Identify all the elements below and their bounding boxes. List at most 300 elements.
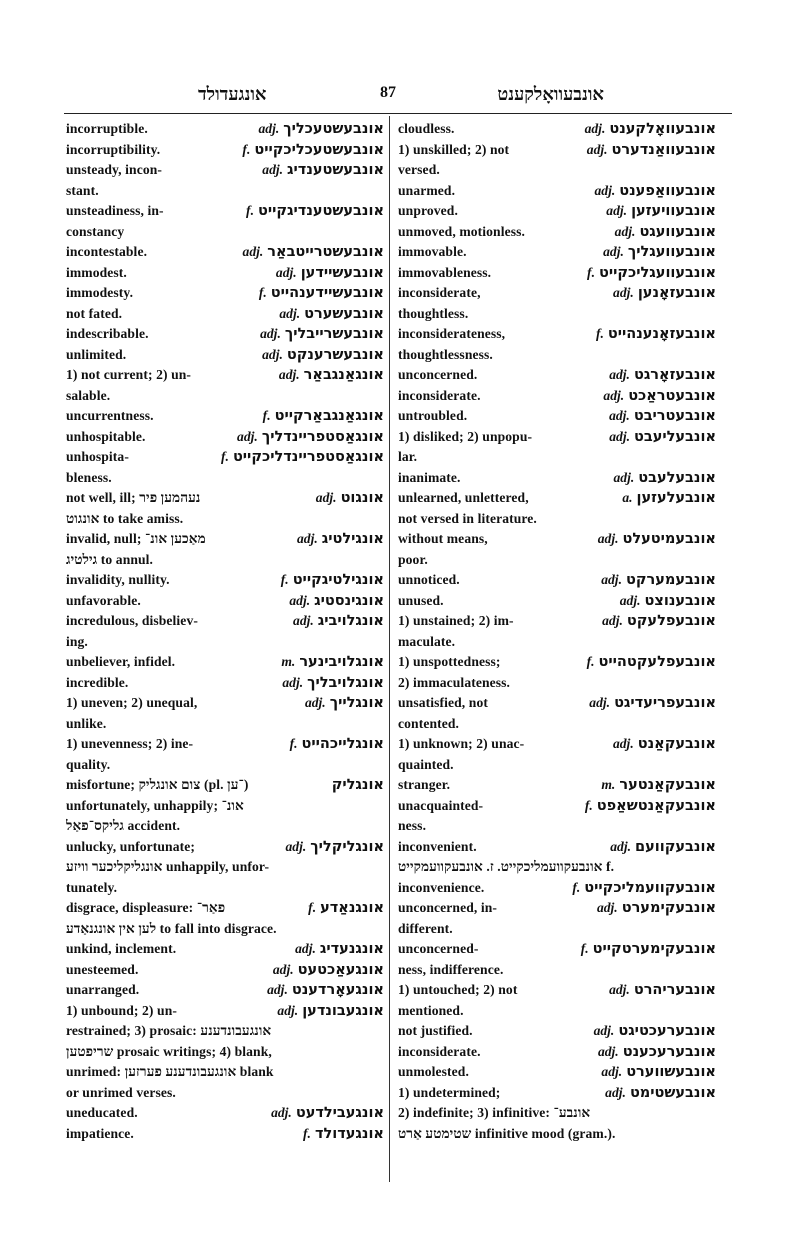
english-gloss: 1) disliked; 2) unpopu- xyxy=(398,428,533,444)
entry-rhs xyxy=(376,919,384,940)
yiddish-headword: אונבעוועגליכקייט xyxy=(598,264,716,281)
english-gloss: שריפטען prosaic writings; 4) blank, xyxy=(66,1043,272,1059)
english-gloss: stranger. xyxy=(398,777,451,792)
english-gloss: incredible. xyxy=(66,674,129,690)
entry-lhs xyxy=(66,1124,299,1145)
entry-lhs xyxy=(398,201,602,222)
header-guide-word-left: אונגעדולד xyxy=(198,84,267,104)
entry-lhs xyxy=(66,1001,273,1022)
entry-lhs xyxy=(398,939,577,960)
dictionary-line xyxy=(398,693,716,714)
right-column xyxy=(398,119,716,1144)
entry-rhs xyxy=(593,898,716,919)
entry-lhs xyxy=(398,591,616,612)
dictionary-line xyxy=(66,263,384,284)
dictionary-line xyxy=(66,878,384,899)
entry-rhs xyxy=(376,714,384,735)
part-of-speech: adj. xyxy=(613,469,635,485)
running-header xyxy=(198,84,604,110)
entry-lhs xyxy=(66,611,289,632)
dictionary-line xyxy=(66,283,384,304)
dictionary-line xyxy=(398,980,716,1001)
yiddish-headword: אונבעקוועמליכקייט xyxy=(584,879,716,896)
entry-lhs xyxy=(398,796,581,817)
english-gloss: immodest. xyxy=(66,264,127,280)
yiddish-headword: אונבעפלעקטהייט xyxy=(598,654,716,670)
header-rule xyxy=(64,113,732,114)
dictionary-line xyxy=(398,140,716,161)
entry-rhs xyxy=(376,755,384,776)
english-gloss: unhospita- xyxy=(66,449,129,464)
dictionary-line xyxy=(398,468,716,489)
entry-rhs xyxy=(581,796,716,817)
dictionary-line xyxy=(398,119,716,140)
english-gloss: invalidity, nullity. xyxy=(66,572,170,587)
entry-rhs xyxy=(597,775,716,796)
entry-rhs xyxy=(376,1062,384,1083)
entry-lhs xyxy=(66,570,277,591)
english-gloss: unfavorable. xyxy=(66,592,141,608)
yiddish-headword: אונבעשטרייטבאַר xyxy=(267,244,384,260)
yiddish-headword: אונגאַנגבאַר xyxy=(303,367,384,383)
yiddish-headword: אונגאַסטפריינדליכקייט xyxy=(232,449,384,465)
yiddish-headword: אונבעקאַנט xyxy=(637,736,716,752)
entry-lhs xyxy=(66,734,286,755)
dictionary-line xyxy=(398,1103,716,1124)
entry-rhs xyxy=(256,324,384,345)
dictionary-line xyxy=(66,714,384,735)
english-gloss: unused. xyxy=(398,592,444,608)
yiddish-headword: אונבעקוועם xyxy=(635,838,716,855)
english-gloss: unrimed: אונגעבונדענע פערזען blank xyxy=(66,1064,274,1079)
yiddish-headword: אונבעטריבט xyxy=(633,408,716,424)
english-gloss: 1) unknown; 2) unac- xyxy=(398,736,525,751)
yiddish-headword: אונגאַסטפריינדליך xyxy=(261,428,384,445)
part-of-speech: adj. xyxy=(612,736,634,751)
entry-lhs xyxy=(66,324,256,345)
entry-lhs xyxy=(66,386,376,407)
dictionary-line xyxy=(398,570,716,591)
entry-lhs xyxy=(398,160,708,181)
entry-rhs xyxy=(376,1042,384,1063)
english-gloss: incredulous, disbeliev- xyxy=(66,613,198,628)
entry-rhs xyxy=(376,632,384,653)
entry-lhs xyxy=(66,509,376,530)
dictionary-line xyxy=(398,1124,716,1145)
english-gloss: unsatisfied, not xyxy=(398,695,488,710)
yiddish-headword: אונגלויבליך xyxy=(307,674,384,691)
entry-rhs xyxy=(376,550,384,571)
part-of-speech: adj. xyxy=(584,121,606,136)
entry-lhs xyxy=(398,140,583,161)
entry-lhs xyxy=(398,1062,597,1083)
dictionary-line xyxy=(66,919,384,940)
dictionary-line xyxy=(398,406,716,427)
entry-lhs xyxy=(66,447,217,468)
entry-lhs xyxy=(398,1083,601,1104)
part-of-speech: m. xyxy=(601,777,616,792)
part-of-speech: adj. xyxy=(237,428,258,444)
entry-lhs xyxy=(398,468,609,489)
entry-rhs xyxy=(583,263,716,284)
english-gloss: versed. xyxy=(398,162,440,177)
english-gloss: immodesty. xyxy=(66,285,134,300)
part-of-speech: adj. xyxy=(610,838,631,854)
dictionary-line xyxy=(66,939,384,960)
yiddish-headword: אונבעשרייבליך xyxy=(284,326,384,342)
dictionary-line xyxy=(66,365,384,386)
yiddish-headword: אונגעדולד xyxy=(314,1125,384,1142)
part-of-speech: adj. xyxy=(278,367,300,382)
english-gloss: אונגוט to take amiss. xyxy=(66,510,184,526)
english-gloss: unlike. xyxy=(66,715,107,731)
entry-rhs xyxy=(585,693,716,714)
dictionary-line xyxy=(66,632,384,653)
part-of-speech: f. xyxy=(303,1125,311,1141)
entry-rhs xyxy=(286,734,384,755)
entry-lhs xyxy=(66,878,376,899)
dictionary-line xyxy=(398,1083,716,1104)
entry-rhs xyxy=(708,960,716,981)
yiddish-headword: אונגלייכהייט xyxy=(301,736,384,752)
entry-rhs xyxy=(275,304,384,325)
dictionary-line xyxy=(398,263,716,284)
yiddish-headword: אונבענוצט xyxy=(644,592,716,609)
entry-lhs xyxy=(398,775,597,796)
yiddish-headword: אונבעוואָלקענט xyxy=(609,121,716,137)
english-gloss: invalid, null; מאַכען אונ־ xyxy=(66,531,206,546)
entry-lhs xyxy=(66,1021,376,1042)
entry-lhs xyxy=(398,324,592,345)
column-divider xyxy=(389,116,390,1182)
entry-lhs xyxy=(398,242,599,263)
entry-lhs xyxy=(66,837,282,858)
entry-lhs xyxy=(398,980,605,1001)
entry-lhs xyxy=(398,550,708,571)
entry-lhs xyxy=(398,632,708,653)
part-of-speech: adj. xyxy=(262,162,284,177)
english-gloss: mentioned. xyxy=(398,1002,464,1018)
yiddish-headword: אונגינסטיג xyxy=(314,592,384,609)
part-of-speech: adj. xyxy=(304,695,326,710)
part-of-speech: f. xyxy=(308,900,317,915)
english-gloss: גליקס־פאַל accident. xyxy=(66,818,181,833)
header-guide-word-right: אונבעוואָלקענט xyxy=(497,84,604,104)
entry-rhs xyxy=(590,181,716,202)
yiddish-headword: אונבעליעבט xyxy=(634,428,716,445)
entry-rhs xyxy=(278,673,384,694)
english-gloss: unconcerned. xyxy=(398,367,478,382)
entry-rhs xyxy=(267,1103,384,1124)
english-gloss: unkind, inclement. xyxy=(66,941,177,956)
entry-rhs xyxy=(708,673,716,694)
english-gloss: שטימטע אַרט infinitive mood (gram.). xyxy=(398,1125,616,1141)
part-of-speech: adj. xyxy=(596,900,618,915)
english-gloss: stant. xyxy=(66,182,99,198)
yiddish-headword: אונגילטיגקייט xyxy=(292,572,384,588)
dictionary-line xyxy=(66,837,384,858)
dictionary-line xyxy=(66,755,384,776)
yiddish-headword: אונבערעכענט xyxy=(622,1043,716,1060)
dictionary-line xyxy=(66,611,384,632)
english-gloss: immovable. xyxy=(398,244,467,259)
dictionary-line xyxy=(398,427,716,448)
entry-lhs xyxy=(398,714,708,735)
entry-rhs xyxy=(609,283,716,304)
entry-rhs xyxy=(263,980,384,1001)
yiddish-headword: אונבעשטענדיגקייט xyxy=(257,203,384,219)
part-of-speech: f. xyxy=(280,572,289,587)
entry-lhs xyxy=(398,119,581,140)
yiddish-headword: אונגעאָרדענט xyxy=(291,982,384,998)
dictionary-line xyxy=(66,160,384,181)
entry-rhs xyxy=(577,939,716,960)
part-of-speech: adj. xyxy=(609,982,630,997)
english-gloss: indescribable. xyxy=(66,326,149,341)
entry-lhs xyxy=(66,1103,267,1124)
dictionary-line xyxy=(66,1021,384,1042)
part-of-speech: f. xyxy=(246,203,254,218)
entry-rhs xyxy=(259,406,384,427)
dictionary-line xyxy=(66,324,384,345)
dictionary-line xyxy=(66,693,384,714)
yiddish-headword: אונגלויביג xyxy=(317,613,384,629)
dictionary-line xyxy=(398,345,716,366)
dictionary-line xyxy=(66,242,384,263)
entry-lhs xyxy=(398,1103,708,1124)
english-gloss: misfortune; צום אונגליק (pl. ־ען) xyxy=(66,777,249,792)
entry-lhs xyxy=(398,304,708,325)
english-gloss: tunately. xyxy=(66,879,118,895)
entry-rhs xyxy=(597,1062,716,1083)
entry-lhs xyxy=(398,488,618,509)
english-gloss: contented. xyxy=(398,715,460,731)
entry-rhs xyxy=(618,488,716,509)
yiddish-headword: אונבערעכטיגט xyxy=(618,1023,716,1039)
entry-lhs xyxy=(398,570,597,591)
entry-lhs xyxy=(398,1001,708,1022)
english-gloss: bleness. xyxy=(66,469,112,485)
entry-lhs xyxy=(398,529,594,550)
entry-rhs xyxy=(376,468,384,489)
part-of-speech: adj. xyxy=(295,941,316,956)
dictionary-line xyxy=(66,980,384,1001)
yiddish-headword: אונבעמיטעלט xyxy=(622,531,716,547)
entry-rhs xyxy=(581,119,716,140)
part-of-speech: adj. xyxy=(242,244,264,259)
entry-lhs xyxy=(66,365,275,386)
yiddish-headword: אונבעמערקט xyxy=(625,572,716,588)
yiddish-headword: אונבעשרענקט xyxy=(286,346,384,363)
entry-lhs xyxy=(398,919,708,940)
dictionary-line xyxy=(66,222,384,243)
english-gloss: thoughtless. xyxy=(398,305,469,321)
english-gloss: inconsiderate. xyxy=(398,1043,481,1059)
english-gloss: לען אין אונגנאַדע to fall into disgrace. xyxy=(66,920,277,936)
english-gloss: unbeliever, infidel. xyxy=(66,654,176,669)
part-of-speech: m. xyxy=(281,654,296,669)
entry-lhs xyxy=(66,755,376,776)
english-gloss: inconvenient. xyxy=(398,838,477,854)
english-gloss: incorruptibility. xyxy=(66,141,161,157)
dictionary-line xyxy=(398,181,716,202)
dictionary-line xyxy=(398,550,716,571)
entry-rhs xyxy=(602,201,716,222)
yiddish-headword: אונבעטראַכט xyxy=(628,387,716,404)
part-of-speech: adj. xyxy=(279,305,301,321)
entry-rhs xyxy=(272,263,384,284)
entry-lhs xyxy=(66,406,259,427)
part-of-speech: adj. xyxy=(267,982,288,997)
entry-rhs xyxy=(601,1083,716,1104)
entry-lhs xyxy=(66,693,301,714)
entry-rhs xyxy=(376,509,384,530)
dictionary-line xyxy=(66,529,384,550)
part-of-speech: f. xyxy=(584,797,593,813)
part-of-speech: adj. xyxy=(603,387,625,403)
entry-lhs xyxy=(398,734,609,755)
entry-rhs xyxy=(708,447,716,468)
part-of-speech: f. xyxy=(262,408,271,423)
part-of-speech: adj. xyxy=(282,674,304,690)
entry-rhs xyxy=(605,406,716,427)
dictionary-line xyxy=(398,324,716,345)
entry-rhs xyxy=(289,611,384,632)
part-of-speech: adj. xyxy=(597,1043,619,1059)
english-gloss: unconcerned- xyxy=(398,941,479,956)
entry-rhs xyxy=(708,550,716,571)
dictionary-line xyxy=(398,201,716,222)
entry-lhs xyxy=(66,775,324,796)
part-of-speech: adj. xyxy=(613,285,634,300)
entry-lhs xyxy=(66,140,238,161)
dictionary-line xyxy=(66,406,384,427)
entry-lhs xyxy=(398,386,599,407)
part-of-speech: adj. xyxy=(260,326,281,341)
dictionary-line xyxy=(398,919,716,940)
english-gloss: not fated. xyxy=(66,305,123,321)
dictionary-line xyxy=(66,119,384,140)
dictionary-line xyxy=(398,488,716,509)
dictionary-line xyxy=(66,570,384,591)
entry-lhs xyxy=(66,550,376,571)
english-gloss: inconsiderate, xyxy=(398,285,481,300)
entry-lhs xyxy=(66,181,376,202)
dictionary-line xyxy=(398,283,716,304)
entry-lhs xyxy=(398,345,708,366)
part-of-speech: adj. xyxy=(614,223,636,239)
dictionary-line xyxy=(66,775,384,796)
dictionary-line xyxy=(66,488,384,509)
part-of-speech: adj. xyxy=(606,203,628,218)
entry-rhs xyxy=(255,283,384,304)
dictionary-line xyxy=(398,632,716,653)
english-gloss: ness, indifference. xyxy=(398,961,504,977)
entry-rhs xyxy=(258,345,384,366)
english-gloss: unacquainted- xyxy=(398,797,484,813)
yiddish-headword: אונגעבילדעט xyxy=(295,1105,384,1121)
entry-lhs xyxy=(66,857,376,878)
english-gloss: unsteady, incon- xyxy=(66,162,163,177)
part-of-speech: f. xyxy=(242,141,251,157)
english-gloss: unsteadiness, in- xyxy=(66,203,164,218)
entry-lhs xyxy=(66,119,254,140)
dictionary-line xyxy=(398,857,716,878)
entry-lhs xyxy=(398,1042,594,1063)
entry-rhs xyxy=(594,1042,716,1063)
entry-lhs xyxy=(398,755,708,776)
yiddish-headword: אונבעזאָנען xyxy=(637,285,716,301)
dictionary-line xyxy=(66,140,384,161)
part-of-speech: adj. xyxy=(293,613,314,628)
english-gloss: 1) uneven; 2) unequal, xyxy=(66,695,198,710)
part-of-speech: adj. xyxy=(609,428,630,444)
dictionary-line xyxy=(66,898,384,919)
part-of-speech: adj. xyxy=(271,1105,292,1120)
entry-rhs xyxy=(376,878,384,899)
dictionary-line xyxy=(66,1062,384,1083)
english-gloss: salable. xyxy=(66,387,111,403)
yiddish-headword: אונגעבונדען xyxy=(302,1002,384,1019)
yiddish-headword: אונבעזאָרגט xyxy=(633,367,716,383)
entry-rhs xyxy=(708,919,716,940)
english-gloss: constancy xyxy=(66,223,125,239)
part-of-speech: adj. xyxy=(258,121,280,136)
entry-lhs xyxy=(66,242,239,263)
yiddish-headword: אונגוט xyxy=(340,490,384,506)
entry-lhs xyxy=(398,406,605,427)
dictionary-line xyxy=(66,509,384,530)
yiddish-headword: אונגאַנגבאַרקייט xyxy=(274,408,384,424)
entry-lhs xyxy=(66,345,258,366)
entry-lhs xyxy=(398,222,611,243)
dictionary-line xyxy=(398,304,716,325)
entry-rhs xyxy=(242,201,384,222)
entry-rhs xyxy=(708,857,716,878)
yiddish-headword: אונבעקאַנטער xyxy=(619,777,716,793)
yiddish-headword: אונגליקליך xyxy=(310,838,384,855)
entry-lhs xyxy=(66,632,376,653)
dictionary-line xyxy=(398,734,716,755)
entry-rhs xyxy=(609,468,716,489)
entry-rhs xyxy=(301,693,384,714)
english-gloss: not versed in literature. xyxy=(398,510,537,526)
entry-rhs xyxy=(293,529,384,550)
english-gloss: lar. xyxy=(398,449,418,464)
entry-lhs xyxy=(66,591,285,612)
yiddish-headword: אונבעלעבט xyxy=(638,469,716,486)
entry-lhs xyxy=(398,181,590,202)
yiddish-headword: אונבעפלעקט xyxy=(626,613,716,629)
entry-rhs xyxy=(282,837,385,858)
entry-rhs xyxy=(254,119,384,140)
dictionary-line xyxy=(66,591,384,612)
english-gloss: uncurrentness. xyxy=(66,408,154,423)
part-of-speech: f. xyxy=(586,654,595,669)
entry-rhs xyxy=(376,1083,384,1104)
english-gloss: uneducated. xyxy=(66,1105,138,1120)
english-gloss: inanimate. xyxy=(398,469,461,485)
english-gloss: 1) unevenness; 2) ine- xyxy=(66,736,194,751)
yiddish-headword: אונבעשיידען xyxy=(300,264,384,281)
english-gloss: unarmed. xyxy=(398,182,456,198)
entry-lhs xyxy=(66,960,269,981)
english-gloss: unconcerned, in- xyxy=(398,900,498,915)
english-gloss: not justified. xyxy=(398,1023,473,1038)
entry-rhs xyxy=(616,591,716,612)
entry-lhs xyxy=(66,263,272,284)
entry-rhs xyxy=(277,570,384,591)
